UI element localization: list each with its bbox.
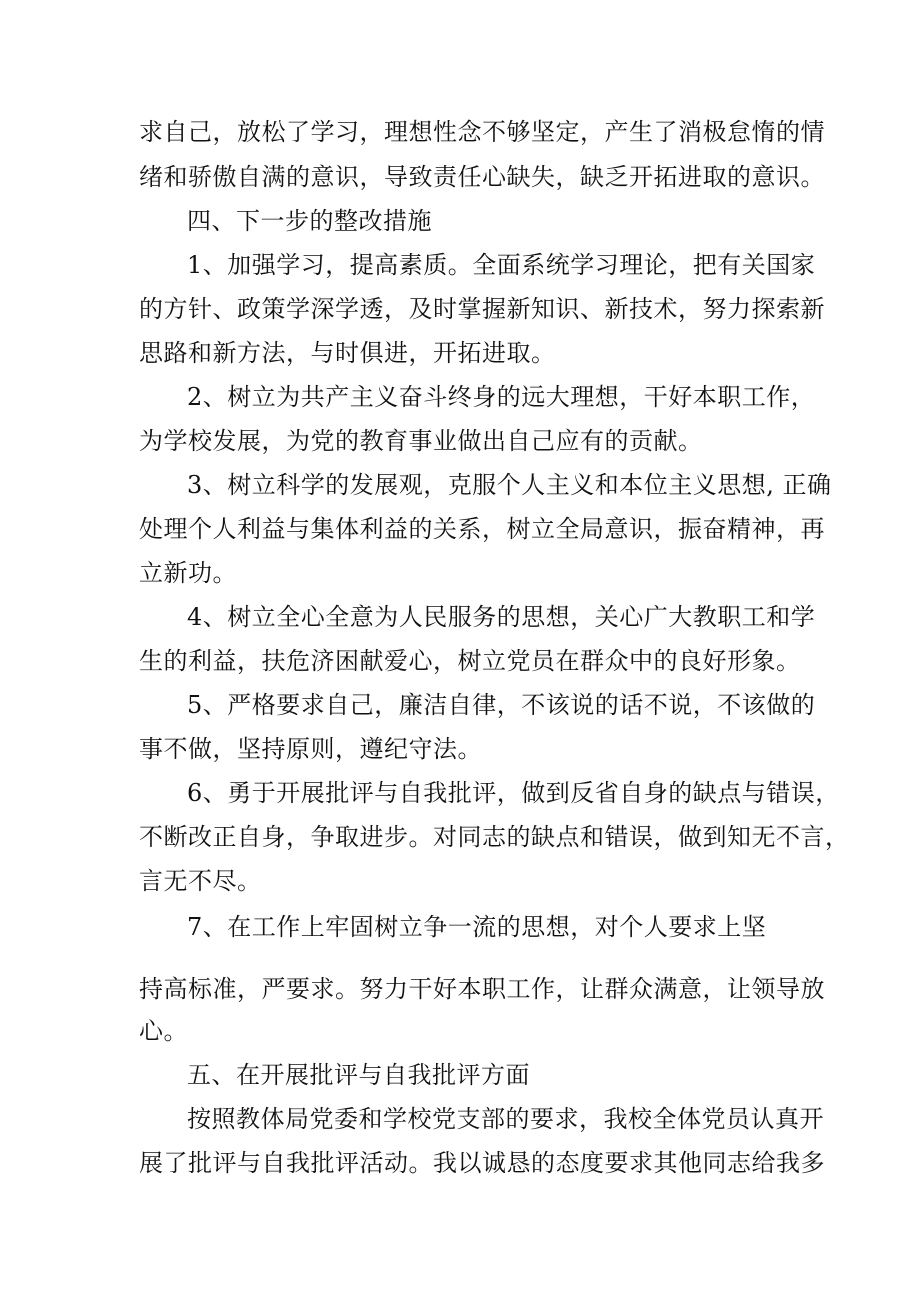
paragraph-start: 3、树立科学的发展观，克服个人主义和本位主义思想, 正确 [187,471,832,499]
text-line: 思路和新方法，与时俱进，开拓进取。 [139,339,556,367]
paragraph-start: 6、勇于开展批评与自我批评，做到反省自身的缺点与错误， [187,779,840,807]
section-heading: 四、下一步的整改措施 [187,207,432,235]
paragraph-start: 7、在工作上牢固树立争一流的思想，对个人要求上坚 [187,913,767,941]
paragraph-start: 按照教体局党委和学校党支部的要求，我校全体党员认真开 [187,1105,824,1133]
text-line: 的方针、政策学深学透，及时掌握新知识、新技术，努力探索新 [139,295,825,323]
text-line: 不断改正自身，争取进步。对同志的缺点和错误，做到知无不言， [139,823,850,851]
paragraph-start: 4、树立全心全意为人民服务的思想，关心广大教职工和学 [187,603,816,631]
section-heading: 五、在开展批评与自我批评方面 [187,1061,530,1089]
text-line: 绪和骄傲自满的意识，导致责任心缺失，缺乏开拓进取的意识。 [139,163,825,191]
text-line: 为学校发展，为党的教育事业做出自己应有的贡献。 [139,427,703,455]
paragraph-start: 1、加强学习，提高素质。全面系统学习理论，把有关国家 [187,251,816,279]
text-line: 展了批评与自我批评活动。我以诚恳的态度要求其他同志给我多 [139,1149,825,1177]
text-line: 事不做，坚持原则，遵纪守法。 [139,735,482,763]
text-line: 处理个人利益与集体利益的关系，树立全局意识，振奋精神，再 [139,515,825,543]
text-line: 心。 [139,1017,188,1045]
text-line: 言无不尽。 [139,867,262,895]
paragraph-start: 5、严格要求自己，廉洁自律，不该说的话不说，不该做的 [187,691,816,719]
text-line: 生的利益，扶危济困献爱心，树立党员在群众中的良好形象。 [139,647,801,675]
text-line: 求自己，放松了学习，理想性念不够坚定，产生了消极怠惰的情 [139,118,825,146]
text-line: 持高标准，严要求。努力干好本职工作，让群众满意，让领导放 [139,975,825,1003]
paragraph-start: 2、树立为共产主义奋斗终身的远大理想，干好本职工作， [187,383,816,411]
text-line: 立新功。 [139,559,237,587]
